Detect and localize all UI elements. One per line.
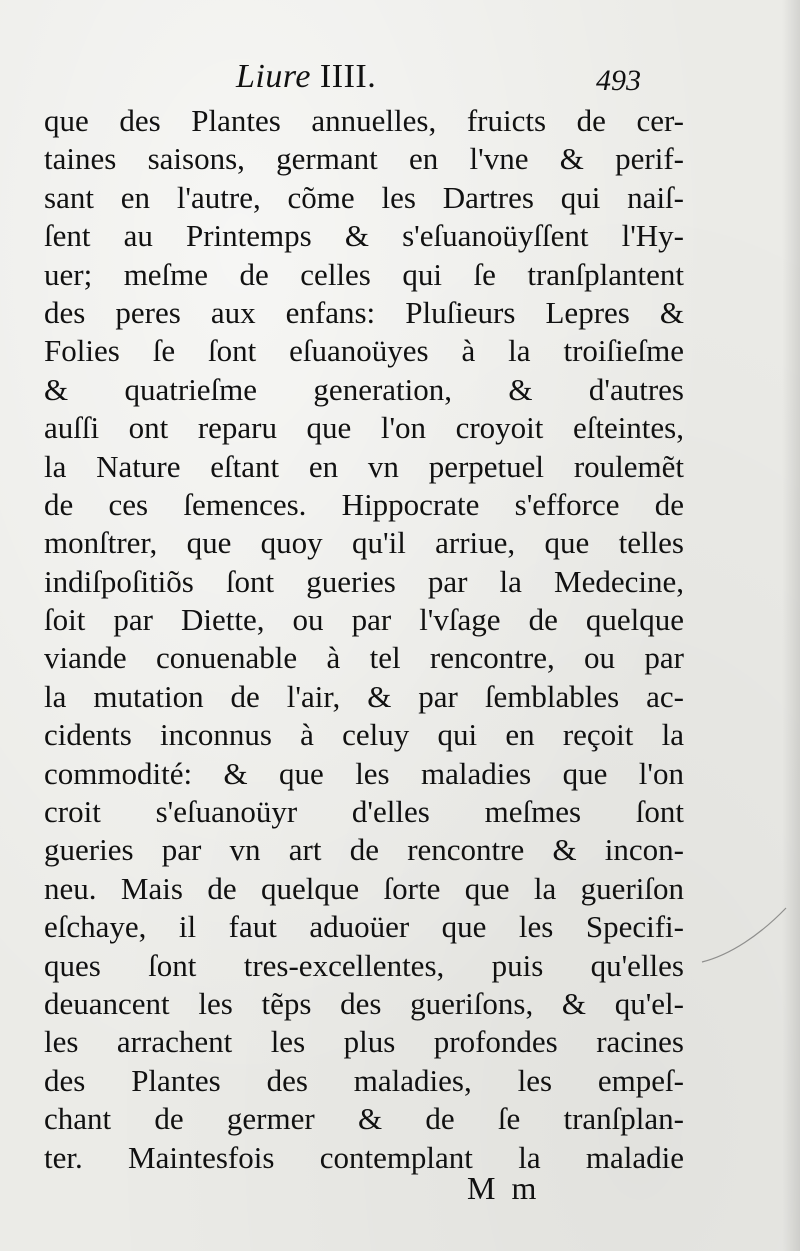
text-line: taines saisons, germant en l'vne & perif- xyxy=(44,141,684,177)
text-line: sant en l'autre, cõme les Dartres qui naiſ- xyxy=(44,179,684,215)
text-line: neu. Mais de quelque ſorte que la gueriſon xyxy=(44,870,684,906)
text-line: Folies ſe ſont eſuanoüyes à la troiſieſme xyxy=(44,333,684,369)
text-line: chant de germer & de ſe tranſplan- xyxy=(44,1101,684,1137)
text-line: deuancent les tẽps des gueriſons, & qu'el- xyxy=(44,985,684,1021)
text-line: ſent au Printemps & s'eſuanoüyſſent l'Hy- xyxy=(44,218,684,254)
text-line: des peres aux enfans: Pluſieurs Lepres & xyxy=(44,294,684,330)
text-line: croit s'eſuanoüyr d'elles meſmes ſont xyxy=(44,794,684,830)
margin-pen-stroke xyxy=(700,900,790,980)
text-line: ques ſont tres-excellentes, puis qu'elles xyxy=(44,947,684,983)
body-text xyxy=(44,102,684,1177)
text-line: uer; meſme de celles qui ſe tranſplantent xyxy=(44,256,684,292)
text-line: les arrachent les plus profondes racines xyxy=(44,1024,684,1060)
text-line: des Plantes des maladies, les empeſ- xyxy=(44,1062,684,1098)
text-line: ter. Maintesfois contemplant la maladie xyxy=(44,1139,684,1175)
text-line: monſtrer, que quoy qu'il arriue, que telles xyxy=(44,525,684,561)
running-head-book: Liure xyxy=(236,58,311,95)
text-line: viande conuenable à tel rencontre, ou par xyxy=(44,640,684,676)
text-line: commodité: & que les maladies que l'on xyxy=(44,755,684,791)
text-line: & quatrieſme generation, & d'autres xyxy=(44,371,684,407)
page-header xyxy=(0,50,800,100)
running-head xyxy=(236,58,376,96)
text-line: ſoit par Diette, ou par l'vſage de quelque xyxy=(44,602,684,638)
text-line: que des Plantes annuelles, fruicts de cer- xyxy=(44,103,684,138)
text-line: gueries par vn art de rencontre & incon- xyxy=(44,832,684,868)
signature-mark: M m xyxy=(467,1170,541,1206)
page-number: 493 xyxy=(596,64,641,97)
text-line: de ces ſemences. Hippocrate s'efforce de xyxy=(44,486,684,522)
text-line: indiſpoſitiõs ſont gueries par la Medecine, xyxy=(44,563,684,599)
text-line: eſchaye, il faut aduoüer que les Specifi- xyxy=(44,909,684,945)
text-line: la Nature eſtant en vn perpetuel roulemẽt xyxy=(44,448,684,484)
page-edge-shadow xyxy=(782,0,800,1251)
text-line: auſſi ont reparu que l'on croyoit eſteintes, xyxy=(44,410,684,446)
text-line: la mutation de l'air, & par ſemblables ac- xyxy=(44,678,684,714)
text-line: cidents inconnus à celuy qui en reçoit la xyxy=(44,717,684,753)
running-head-numeral: IIII. xyxy=(319,58,377,95)
